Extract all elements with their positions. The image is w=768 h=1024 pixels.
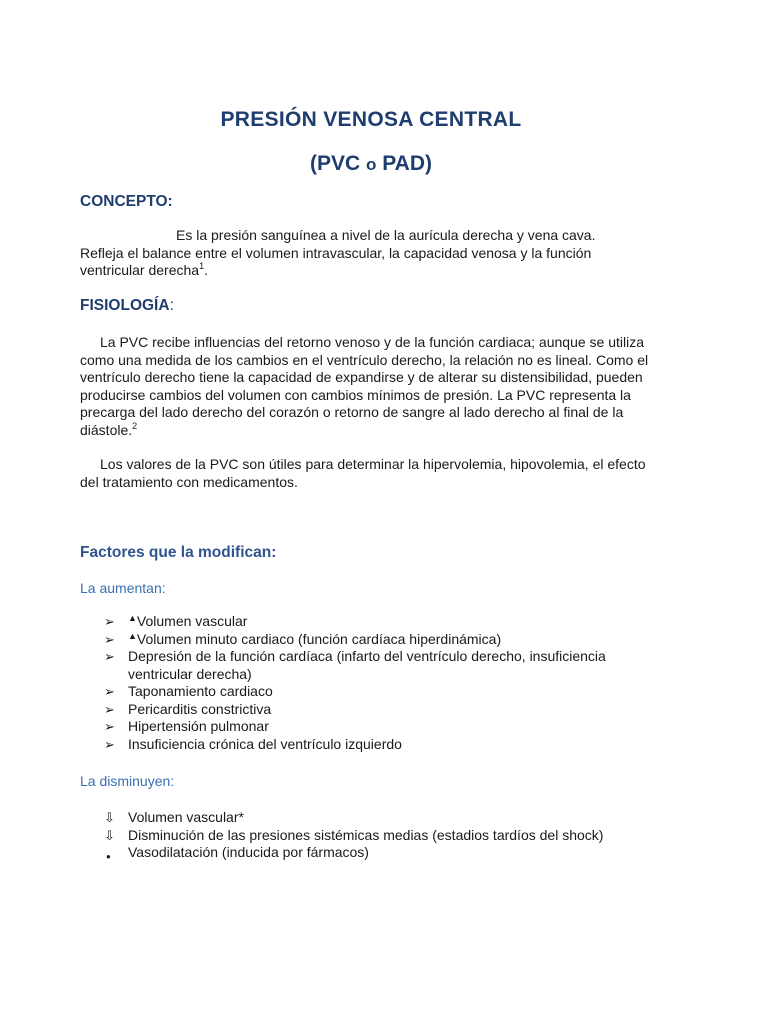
arrow-bullet-icon: ➢ [104, 684, 115, 699]
list-item [104, 648, 664, 683]
fisiologia-heading [80, 297, 174, 315]
subtitle-open: (PVC [309, 152, 366, 175]
fisiologia-heading-text: FISIOLOGÍA [80, 297, 170, 314]
footnote-ref-1: 1 [199, 261, 205, 271]
subtitle-close: PAD) [376, 152, 432, 175]
document-subtitle [0, 152, 742, 176]
concepto-end: . [204, 262, 208, 278]
list-item-text: Hipertensión pulmonar [128, 718, 269, 734]
fisiologia-paragraph-2 [80, 456, 650, 491]
concepto-paragraph [80, 227, 650, 280]
list-item [104, 631, 664, 649]
fisiologia-heading-colon: : [169, 297, 174, 314]
up-triangle-icon: ▲ [128, 630, 137, 641]
list-item [104, 613, 664, 631]
fisiologia-p1-text: La PVC recibe influencias del retorno venoso y de la función cardiaca; aunque se utiliza como una medida de los cambios en el ventrículo derecho, la relación no es lineal. Como el ventrículo derecho tiene la capacidad de expandirse y de alterar su distensibilidad, pueden producirse cambios del volumen con cambios mínimos de presión. La PVC representa la precarga del lado derecho del corazón o retorno de sangre al lado derecho al final de la diástole. [80, 334, 649, 438]
list-item [104, 809, 664, 827]
footnote-ref-2: 2 [132, 420, 138, 431]
fisiologia-paragraph-1 [80, 334, 650, 439]
list-item-text: Disminución de las presiones sistémicas medias (estadios tardíos del shock) [128, 826, 604, 843]
down-arrow-icon: ⇩ [104, 827, 115, 843]
list-item-text: Volumen vascular* [128, 809, 244, 825]
fisiologia-p2-text: Los valores de la PVC son útiles para determinar la hipervolemia, hipovolemia, el efecto del tratamiento con medicamentos. [80, 456, 646, 490]
list-item-text: Insuficiencia crónica del ventrículo izquierdo [128, 735, 402, 752]
list-item-text: Volumen minuto cardiaco (función cardíaca hiperdinámica) [136, 630, 502, 647]
list-item-text: Depresión de la función cardíaca (infarto del ventrículo derecho, insuficiencia ventricular derecha) [128, 648, 606, 682]
list-item [104, 701, 664, 719]
list-item-text: Taponamiento cardiaco [128, 683, 273, 699]
list-item [104, 736, 664, 754]
list-item-text: Vasodilatación (inducida por fármacos) [128, 844, 369, 860]
up-triangle-icon: ▲ [128, 613, 137, 623]
list-item-text: Volumen vascular [136, 613, 248, 629]
arrow-bullet-icon: ➢ [104, 631, 115, 647]
arrow-bullet-icon: ➢ [104, 649, 115, 664]
arrow-bullet-icon: ➢ [104, 736, 115, 752]
dot-bullet-icon: ● [106, 852, 111, 861]
arrow-bullet-icon: ➢ [104, 719, 115, 734]
aumentan-label: La aumentan: [80, 580, 166, 596]
arrow-bullet-icon: ➢ [104, 614, 115, 629]
aumentan-list [104, 613, 664, 753]
concepto-lead: Es la presión sanguínea a nivel de la aurícula derecha y vena cava. [176, 227, 596, 243]
concepto-heading: CONCEPTO: [80, 193, 173, 210]
subtitle-conjunction: o [366, 155, 377, 174]
down-arrow-icon: ⇩ [104, 810, 115, 825]
list-item [104, 827, 664, 845]
list-item [104, 718, 664, 736]
disminuyen-list [104, 809, 664, 862]
list-item-text: Pericarditis constrictiva [128, 700, 272, 717]
disminuyen-label: La disminuyen: [80, 773, 175, 789]
document-title: PRESIÓN VENOSA CENTRAL [220, 108, 522, 131]
list-item [104, 844, 664, 862]
factores-heading: Factores que la modifican: [80, 544, 277, 561]
arrow-bullet-icon: ➢ [104, 701, 115, 717]
concepto-rest: Refleja el balance entre el volumen intravascular, la capacidad venosa y la función ventricular derecha [80, 244, 592, 278]
list-item [104, 683, 664, 701]
